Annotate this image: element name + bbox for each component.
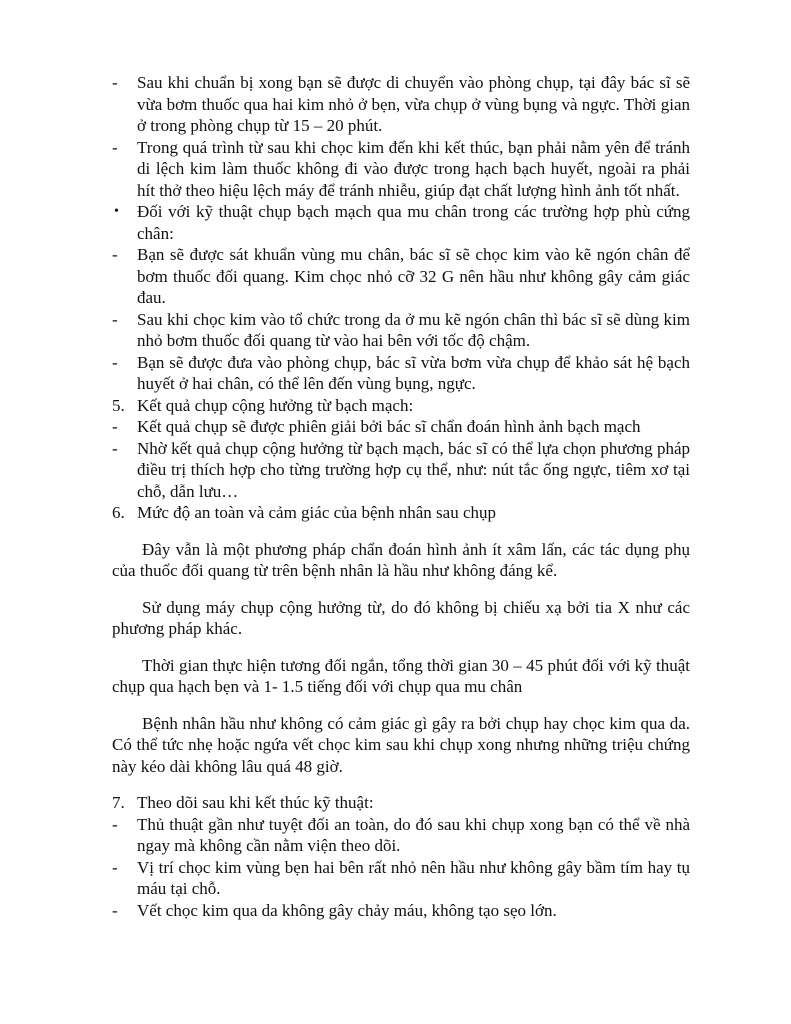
list-block-2 (112, 792, 690, 921)
body-paragraph: Đây vẫn là một phương pháp chẩn đoán hình ảnh ít xâm lấn, các tác dụng phụ của thuốc đối quang từ trên bệnh nhân là hầu như không đáng kể. (112, 539, 690, 580)
dash-marker: - (112, 857, 118, 877)
list-item (112, 72, 690, 137)
list-item (112, 201, 690, 244)
list-item (112, 438, 690, 503)
section-heading-text: Theo dõi sau khi kết thúc kỹ thuật: (137, 793, 374, 812)
dash-marker: - (112, 900, 118, 920)
list-item-text: Bạn sẽ được sát khuẩn vùng mu chân, bác sĩ sẽ chọc kim vào kẽ ngón chân để bơm thuốc đối quang. Kim chọc nhỏ cỡ 32 G nên hầu như không gây cảm giác đau. (137, 245, 690, 307)
section-number: 5. (112, 395, 125, 415)
list-item-text: Kết quả chụp sẽ được phiên giải bởi bác sĩ chẩn đoán hình ảnh bạch mạch (137, 417, 641, 436)
dash-marker: - (112, 814, 118, 834)
list-item (112, 857, 690, 900)
list-item-text: Sau khi chuẩn bị xong bạn sẽ được di chuyển vào phòng chụp, tại đây bác sĩ sẽ vừa bơm thuốc qua hai kim nhỏ ở bẹn, vừa chụp ở vùng bụng và ngực. Thời gian ở trong phòng chụp từ 15 – 20 phút. (137, 73, 690, 135)
body-paragraph: Bệnh nhân hầu như không có cảm giác gì gây ra bởi chụp hay chọc kim qua da. Có thể tức nhẹ hoặc ngứa vết chọc kim sau khi chụp xong nhưng những triệu chứng này kéo dài không lâu quá 48 giờ. (112, 713, 690, 776)
bullet-marker: • (114, 204, 119, 219)
list-item-text: Bạn sẽ được đưa vào phòng chụp, bác sĩ vừa bơm vừa chụp để khảo sát hệ bạch huyết ở hai chân, có thể lên đến vùng bụng, ngực. (137, 352, 690, 393)
list-item-text: Sau khi chọc kim vào tổ chức trong da ở mu kẽ ngón chân thì bác sĩ sẽ dùng kim nhỏ bơm thuốc đối quang từ vào hai bên với tốc độ chậm. (137, 309, 690, 350)
dash-marker: - (112, 309, 118, 329)
list-item-text: Vết chọc kim qua da không gây chảy máu, không tạo sẹo lớn. (137, 900, 557, 920)
section-heading (112, 792, 690, 814)
dash-marker: - (112, 438, 118, 458)
list-item-text: Vị trí chọc kim vùng bẹn hai bên rất nhỏ nên hầu như không gây bầm tím hay tụ máu tại chỗ. (137, 857, 690, 898)
list-item (112, 352, 690, 395)
body-paragraph: Sử dụng máy chụp cộng hưởng từ, do đó không bị chiếu xạ bởi tia X như các phương pháp khác. (112, 597, 690, 638)
section-heading (112, 395, 690, 417)
list-item (112, 900, 690, 922)
list-item-text: Trong quá trình từ sau khi chọc kim đến khi kết thúc, bạn phải nằm yên để tránh di lệch kim làm thuốc không đi vào được trong hạch bạch huyết, ngoài ra phải hít thở theo hiệu lệch máy để tránh nhiễu, giúp đạt chất lượng hình ảnh tốt nhất. (137, 137, 690, 200)
dash-marker: - (112, 245, 118, 264)
list-item-text: Đối với kỹ thuật chụp bạch mạch qua mu chân trong các trường hợp phù cứng chân: (137, 202, 690, 243)
dash-marker: - (112, 73, 118, 92)
section-number: 7. (112, 793, 125, 812)
section-heading-text: Mức độ an toàn và cảm giác của bệnh nhân sau chụp (137, 503, 497, 522)
list-item (112, 244, 690, 309)
section-heading-text: Kết quả chụp cộng hưởng từ bạch mạch: (137, 395, 414, 415)
section-heading (112, 502, 690, 524)
body-paragraph: Thời gian thực hiện tương đối ngắn, tổng thời gian 30 – 45 phút đối với kỹ thuật chụp qua hạch bẹn và 1- 1.5 tiếng đối với chụp qua mu chân (112, 655, 690, 696)
list-block-1 (112, 72, 690, 524)
dash-marker: - (112, 417, 118, 436)
list-item (112, 814, 690, 857)
list-item-text: Nhờ kết quả chụp cộng hưởng từ bạch mạch, bác sĩ có thể lựa chọn phương pháp điều trị thích hợp cho từng trường hợp cụ thể, như: nút tắc ống ngực, tiêm xơ tại chỗ, dẫn lưu… (137, 438, 690, 501)
dash-marker: - (112, 352, 118, 372)
section-number: 6. (112, 503, 125, 522)
list-item (112, 137, 690, 202)
page-content (112, 72, 690, 921)
list-item (112, 309, 690, 352)
dash-marker: - (112, 137, 118, 157)
list-item (112, 416, 690, 438)
list-item-text: Thủ thuật gần như tuyệt đối an toàn, do đó sau khi chụp xong bạn có thể về nhà ngay mà không cần nằm viện theo dõi. (137, 814, 690, 855)
